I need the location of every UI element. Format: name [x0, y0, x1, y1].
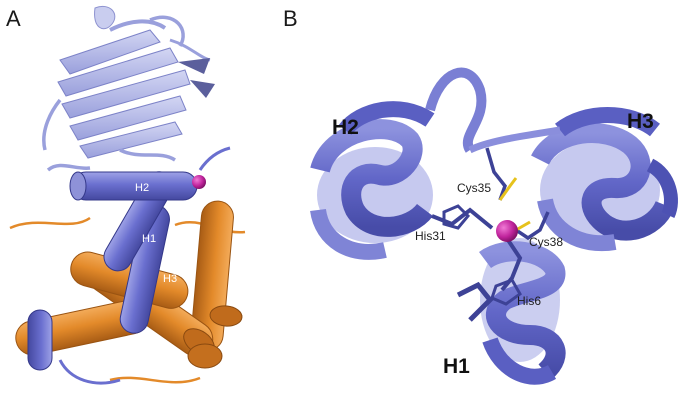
panel-b-letter: B — [283, 6, 298, 31]
his31-label: His31 — [415, 229, 446, 243]
metal-ion-b — [496, 220, 518, 242]
panel-a — [6, 6, 245, 383]
helix-h3-ribbon — [540, 115, 671, 243]
panel-b-h1-label: H1 — [443, 355, 470, 378]
panel-b-h3-label: H3 — [627, 110, 654, 133]
panel-a-h1-label: H1 — [142, 233, 157, 245]
top-loop — [430, 73, 481, 150]
beta-sheet-domain — [44, 6, 215, 170]
panel-a-h2-label: H2 — [135, 182, 150, 194]
panel-b-h2-label: H2 — [332, 116, 359, 139]
metal-ion-a — [192, 175, 206, 189]
panel-a-letter: A — [6, 6, 21, 31]
cys35-label: Cys35 — [457, 181, 492, 195]
cys38-label: Cys38 — [529, 235, 564, 249]
panel-b — [283, 6, 671, 378]
his6-label: His6 — [517, 294, 542, 308]
panel-a-h3-label: H3 — [163, 273, 178, 285]
